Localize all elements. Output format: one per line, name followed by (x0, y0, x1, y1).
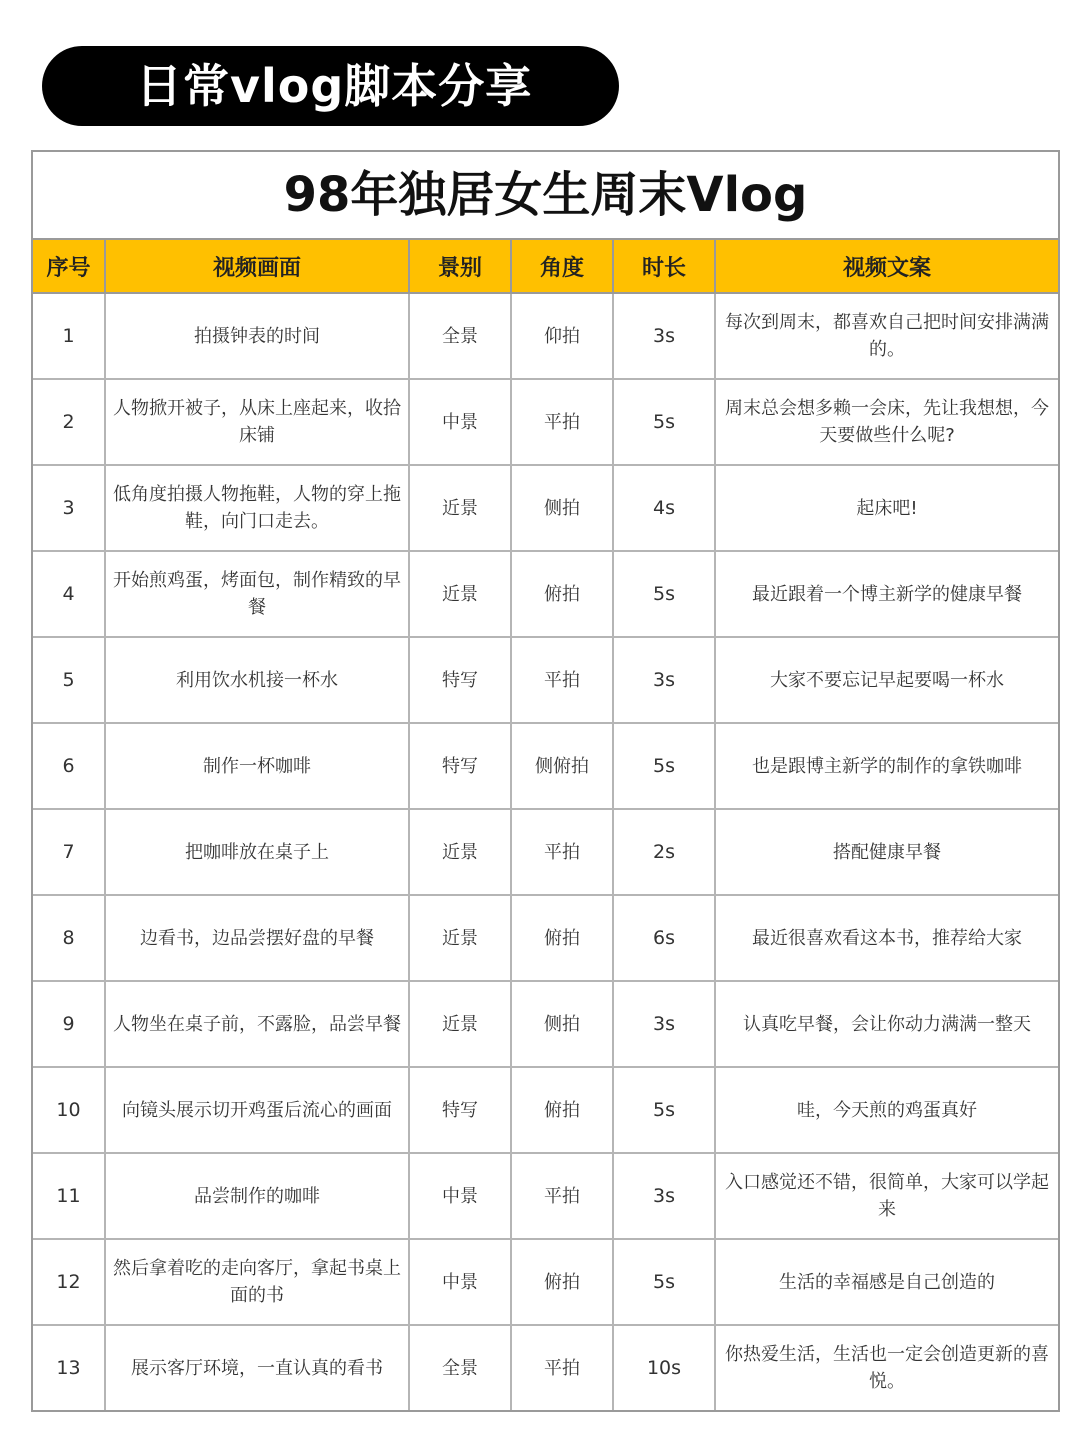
document-title: 98年独居女生周末Vlog (33, 152, 1058, 240)
cell-angle: 侧俯拍 (511, 723, 613, 809)
cell-copy: 大家不要忘记早起要喝一杯水 (715, 637, 1058, 723)
cell-copy: 认真吃早餐，会让你动力满满一整天 (715, 981, 1058, 1067)
cell-index: 7 (33, 809, 105, 895)
cell-copy: 你热爱生活，生活也一定会创造更新的喜悦。 (725, 1344, 1049, 1392)
cell-scene: 人物坐在桌子前，不露脸，品尝早餐 (105, 981, 409, 1067)
cell-copy: 起床吧! (715, 465, 1058, 551)
header-copy: 视频文案 (715, 240, 1058, 293)
cell-angle: 俯拍 (511, 895, 613, 981)
cell-index: 4 (33, 551, 105, 637)
cell-copy: 最近跟着一个博主新学的健康早餐 (715, 551, 1058, 637)
cell-index: 5 (33, 637, 105, 723)
cell-index: 13 (33, 1325, 105, 1410)
cell-angle: 俯拍 (511, 551, 613, 637)
cell-shot-size: 特写 (409, 723, 511, 809)
cell-index: 6 (33, 723, 105, 809)
cell-shot-size: 特写 (409, 1067, 511, 1153)
header-angle: 角度 (511, 240, 613, 293)
cell-angle: 俯拍 (511, 1067, 613, 1153)
cell-copy: 入口感觉还不错，很简单，大家可以学起来 (715, 1153, 1058, 1239)
table-row (33, 465, 1058, 551)
cell-angle: 平拍 (511, 637, 613, 723)
cell-duration: 2s (613, 809, 715, 895)
cell-copy: 哇，今天煎的鸡蛋真好 (715, 1067, 1058, 1153)
cell-duration: 5s (613, 1239, 715, 1325)
cell-angle: 俯拍 (511, 1239, 613, 1325)
cell-index: 9 (33, 981, 105, 1067)
cell-index: 8 (33, 895, 105, 981)
cell-scene: 人物掀开被子，从床上座起来，收拾床铺 (105, 379, 409, 465)
cell-scene: 品尝制作的咖啡 (105, 1153, 409, 1239)
cell-copy: 每次到周末，都喜欢自己把时间安排满满的。 (715, 293, 1058, 379)
table-header-row (33, 240, 1058, 293)
cell-copy: 搭配健康早餐 (715, 809, 1058, 895)
cell-shot-size: 全景 (409, 1325, 511, 1410)
cell-shot-size: 近景 (409, 981, 511, 1067)
table-row (33, 293, 1058, 379)
cell-index: 3 (33, 465, 105, 551)
cell-scene: 向镜头展示切开鸡蛋后流心的画面 (105, 1067, 409, 1153)
table-row (33, 1153, 1058, 1239)
table-row (33, 723, 1058, 809)
header-scene: 视频画面 (105, 240, 409, 293)
cell-angle: 侧拍 (511, 465, 613, 551)
table-row (33, 981, 1058, 1067)
cell-duration: 5s (613, 723, 715, 809)
cell-angle: 平拍 (511, 1325, 613, 1410)
table-row (33, 1067, 1058, 1153)
cell-scene: 拍摄钟表的时间 (105, 293, 409, 379)
cell-shot-size: 近景 (409, 809, 511, 895)
cell-scene: 把咖啡放在桌子上 (105, 809, 409, 895)
script-sheet (31, 150, 1060, 1412)
script-table (33, 240, 1058, 1410)
cell-duration: 5s (613, 551, 715, 637)
cell-index: 10 (33, 1067, 105, 1153)
cell-index: 1 (33, 293, 105, 379)
cell-shot-size: 中景 (409, 1153, 511, 1239)
table-row (33, 895, 1058, 981)
cell-duration: 3s (613, 293, 715, 379)
table-row (33, 1239, 1058, 1325)
table-body (33, 293, 1058, 1410)
header-shot-size: 景别 (409, 240, 511, 293)
header-duration: 时长 (613, 240, 715, 293)
cell-duration: 4s (613, 465, 715, 551)
cell-scene: 开始煎鸡蛋，烤面包，制作精致的早餐 (105, 551, 409, 637)
cell-copy: 周末总会想多赖一会床，先让我想想，今天要做些什么呢? (715, 379, 1058, 465)
cell-index: 12 (33, 1239, 105, 1325)
table-row (33, 379, 1058, 465)
cell-duration: 10s (613, 1325, 715, 1410)
cell-shot-size: 近景 (409, 895, 511, 981)
cell-shot-size: 中景 (409, 379, 511, 465)
cell-shot-size: 近景 (409, 465, 511, 551)
header-index: 序号 (33, 240, 105, 293)
cell-angle: 平拍 (511, 379, 613, 465)
cell-angle: 侧拍 (511, 981, 613, 1067)
cell-copy: 也是跟博主新学的制作的拿铁咖啡 (715, 723, 1058, 809)
banner-title: 日常vlog脚本分享 (42, 46, 619, 126)
cell-duration: 5s (613, 1067, 715, 1153)
cell-duration: 5s (613, 379, 715, 465)
cell-angle: 平拍 (511, 1153, 613, 1239)
cell-angle: 仰拍 (511, 293, 613, 379)
cell-copy: 最近很喜欢看这本书，推荐给大家 (715, 895, 1058, 981)
cell-copy: 生活的幸福感是自己创造的 (715, 1239, 1058, 1325)
cell-scene: 利用饮水机接一杯水 (105, 637, 409, 723)
cell-angle: 平拍 (511, 809, 613, 895)
cell-index: 11 (33, 1153, 105, 1239)
cell-scene: 边看书，边品尝摆好盘的早餐 (105, 895, 409, 981)
cell-index: 2 (33, 379, 105, 465)
cell-duration: 3s (613, 637, 715, 723)
cell-shot-size: 特写 (409, 637, 511, 723)
cell-shot-size: 全景 (409, 293, 511, 379)
cell-duration: 3s (613, 981, 715, 1067)
table-row (33, 1325, 1058, 1410)
cell-scene: 制作一杯咖啡 (105, 723, 409, 809)
table-row (33, 809, 1058, 895)
cell-scene: 展示客厅环境，一直认真的看书 (105, 1325, 409, 1410)
cell-scene: 然后拿着吃的走向客厅，拿起书桌上面的书 (105, 1239, 409, 1325)
cell-duration: 6s (613, 895, 715, 981)
table-row (33, 551, 1058, 637)
cell-shot-size: 中景 (409, 1239, 511, 1325)
cell-scene: 低角度拍摄人物拖鞋，人物的穿上拖鞋，向门口走去。 (105, 465, 409, 551)
table-row (33, 637, 1058, 723)
cell-duration: 3s (613, 1153, 715, 1239)
cell-shot-size: 近景 (409, 551, 511, 637)
